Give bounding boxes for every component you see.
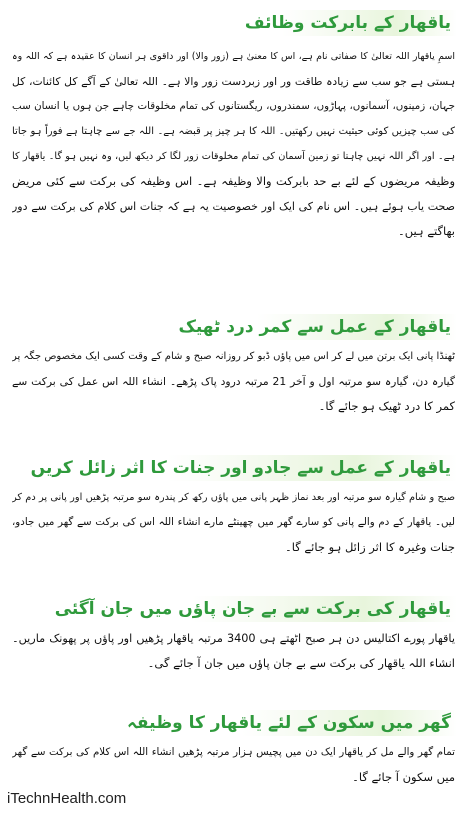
paragraph-line: میں سکون آ جائے گا۔ (352, 770, 455, 784)
paragraph-line: تمام گھر والے مل کر یاقھار ایک دن میں پچیس ہزار مرتبہ پڑھیں انشاء اللہ اس کلام کی برکت سے گھر (12, 746, 455, 758)
paragraph-line: صحت یاب ہوئے ہیں۔ اس نام کی ایک اور خصوصیت یہ ہے کہ جنات اس کلام کی برکت سے دور (12, 200, 455, 213)
section-1-heading: یاقھار کے بابرکت وظائف (244, 13, 451, 33)
paragraph-line: یاقھار پورے اکتالیس دن ہر صبح اٹھتے ہی 3400 مرتبہ یاقھار پڑھیں اور پاؤں پر پھونک ماریں۔ (12, 632, 455, 645)
paragraph-line: لیں۔ یاقھار کے دم والے پانی کو سارے گھر میں چھینٹے مارے انشاء اللہ اس کی برکت سے گھر میں جادو، (12, 516, 455, 528)
section-3-heading: یاقھار کے عمل سے جادو اور جنات کا اثر زائل کریں (30, 458, 451, 478)
section-4-heading: یاقھار کی برکت سے بے جان پاؤں میں جان آگئی (54, 599, 451, 619)
paragraph-line: ٹھنڈا پانی ایک برتن میں لے کر اس میں پاؤں ڈبو کر روزانہ صبح و شام کے وقت کسی ایک مخصوص جگہ پر (12, 351, 455, 362)
section-5-paragraph (12, 740, 455, 790)
paragraph-line: انشاء اللہ یاقھار کی برکت سے بے جان پاؤں میں جان آ جائے گی۔ (147, 656, 455, 670)
paragraph-line: ہے۔ اور اگر اللہ نہیں چاہتا تو زمین آسمان کی تمام مخلوقات زور لگا کر دیکھ لیں، وہ نہیں ہو گا۔ یاقھار کا (12, 151, 455, 162)
paragraph-line: اسمِ یاقھار اللہ تعالیٰ کا صفاتی نام ہے، اس کا معنیٰ ہے (زور والا) اور داقوی ہر انسان کا عقیدہ ہے کہ اللہ وہ (12, 51, 455, 62)
section-4-paragraph (12, 626, 455, 676)
section-5-heading: گھر میں سکون کے لئے یاقھار کا وظیفہ (126, 713, 451, 733)
section-2-paragraph (12, 344, 455, 419)
site-watermark: iTechnHealth.com (7, 790, 127, 807)
paragraph-line: صبح و شام گیارہ سو مرتبہ اور بعد نماز ظہر پانی میں پاؤں رکھ کر پندرہ سو مرتبہ پڑھیں اور پانی پر دم کر (12, 492, 455, 503)
section-1-paragraph (12, 44, 455, 244)
section-3-paragraph (12, 485, 455, 560)
paragraph-line: جنات وغیرہ کا اثر زائل ہو جائے گا۔ (285, 540, 455, 554)
paragraph-line: جہان، زمینوں، آسمانوں، پہاڑوں، سمندروں، ریگستانوں کی تمام مخلوقات چاہے جن ہوں یا انسان سب (12, 100, 455, 112)
section-2-heading: یاقھار کے عمل سے کمر درد ٹھیک (178, 317, 451, 337)
paragraph-line: وظیفہ مریضوں کے لئے بے حد بابرکت والا وظیفہ ہے۔ اس وظیفہ کی برکت سے کئی مریض (12, 174, 455, 188)
paragraph-line: گیارہ دن، گیارہ سو مرتبہ اول و آخر 21 مرتبہ درود پاک پڑھے۔ انشاء اللہ اس عمل کی برکت سے (12, 375, 455, 388)
paragraph-line: ہستی ہے جو سب سے زیادہ طاقت ور اور زبردست زور والا ہے۔ اللہ تعالیٰ کے آگے کل کائنات، کل (12, 75, 455, 88)
paragraph-line: کی سب چیزیں کوئی حیثیت نہیں رکھتیں۔ اللہ کا ہر چیز پر قبضہ ہے۔ اللہ جے سے چاہتا ہے فوراً ہو جاتا (12, 126, 455, 137)
paragraph-line: بھاگتے ہیں۔ (397, 224, 455, 238)
paragraph-line: کمر کا درد ٹھیک ہو جائے گا۔ (318, 399, 455, 413)
